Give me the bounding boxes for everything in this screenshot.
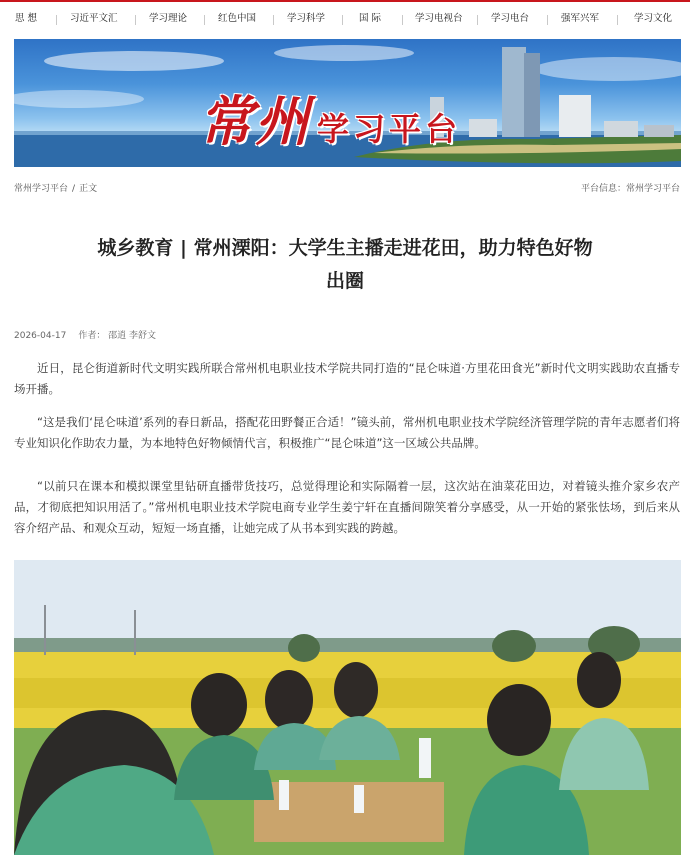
- nav-item-xi-collection[interactable]: 习近平文汇: [70, 13, 118, 24]
- article-paragraph: “这是我们‘昆仑味道’系列的春日新品，搭配花田野餐正合适！”镜头前，常州机电职业技术学院经济管理学院的青年志愿者们将专业知识化作助农力量，为本地特色好物倾情代言，积极推广“昆仑味道”这一区域公共品牌。: [14, 415, 680, 450]
- nav-item-science[interactable]: 学习科学: [287, 13, 326, 24]
- article-title-line1: 城乡教育 | 常州溧阳：大学生主播走进花田，助力特色好物: [97, 237, 593, 259]
- nav-item-military[interactable]: 强军兴军: [561, 13, 600, 24]
- nav-divider: [477, 15, 478, 25]
- breadcrumb-separator: /: [72, 184, 76, 194]
- nav-divider: [402, 15, 403, 25]
- nav-divider: [135, 15, 136, 25]
- top-nav: [0, 2, 690, 36]
- nav-divider: [617, 15, 618, 25]
- nav-item-radio[interactable]: 学习电台: [491, 13, 530, 24]
- nav-divider: [273, 15, 274, 25]
- article-photo: [14, 560, 681, 855]
- nav-divider: [56, 15, 57, 25]
- breadcrumb-current: 正文: [79, 184, 98, 194]
- article-title: [60, 232, 630, 298]
- site-banner[interactable]: [14, 39, 681, 167]
- article-photo-canvas: [14, 560, 681, 855]
- article-meta: [14, 328, 156, 341]
- article-paragraph: “以前只在课本和模拟课堂里钻研直播带货技巧，总觉得理论和实际隔着一层，这次站在油菜花田边，对着镜头推介家乡农产品，才彻底把知识用活了。”常州机电职业技术学院电商专业学生姜宁轩在直播间隙笑着分享感受，从一开始的紧张怯场，到后来从容介绍产品、和观众互动，短短一场直播，让她完成了从书本到实践的跨越。: [14, 479, 680, 535]
- nav-divider: [204, 15, 205, 25]
- article-title-line2: 出圈: [325, 270, 364, 292]
- article-paragraph: 近日，昆仑街道新时代文明实践所联合常州机电职业技术学院共同打造的“昆仑味道·方里花田食光”新时代文明实践助农直播专场开播。: [14, 361, 680, 396]
- nav-divider: [342, 15, 343, 25]
- nav-item-thought[interactable]: 思 想: [15, 13, 38, 24]
- breadcrumb: [14, 181, 101, 194]
- nav-item-international[interactable]: 国 际: [359, 13, 382, 24]
- article-date: 2026-04-17: [14, 331, 67, 341]
- nav-item-theory[interactable]: 学习理论: [149, 13, 188, 24]
- nav-item-tv[interactable]: 学习电视台: [415, 13, 463, 24]
- platform-source: 平台信息：常州学习平台: [580, 184, 680, 194]
- banner-title: [199, 79, 461, 156]
- breadcrumb-home[interactable]: 常州学习平台: [14, 184, 69, 194]
- banner-title-big: 常州: [199, 89, 311, 153]
- nav-divider: [547, 15, 548, 25]
- nav-item-red-china[interactable]: 红色中国: [218, 13, 257, 24]
- article-author: 作者： 邵逍 李舒文: [78, 331, 157, 341]
- banner-title-small: 学习平台: [317, 110, 462, 148]
- nav-item-culture[interactable]: 学习文化: [634, 13, 673, 24]
